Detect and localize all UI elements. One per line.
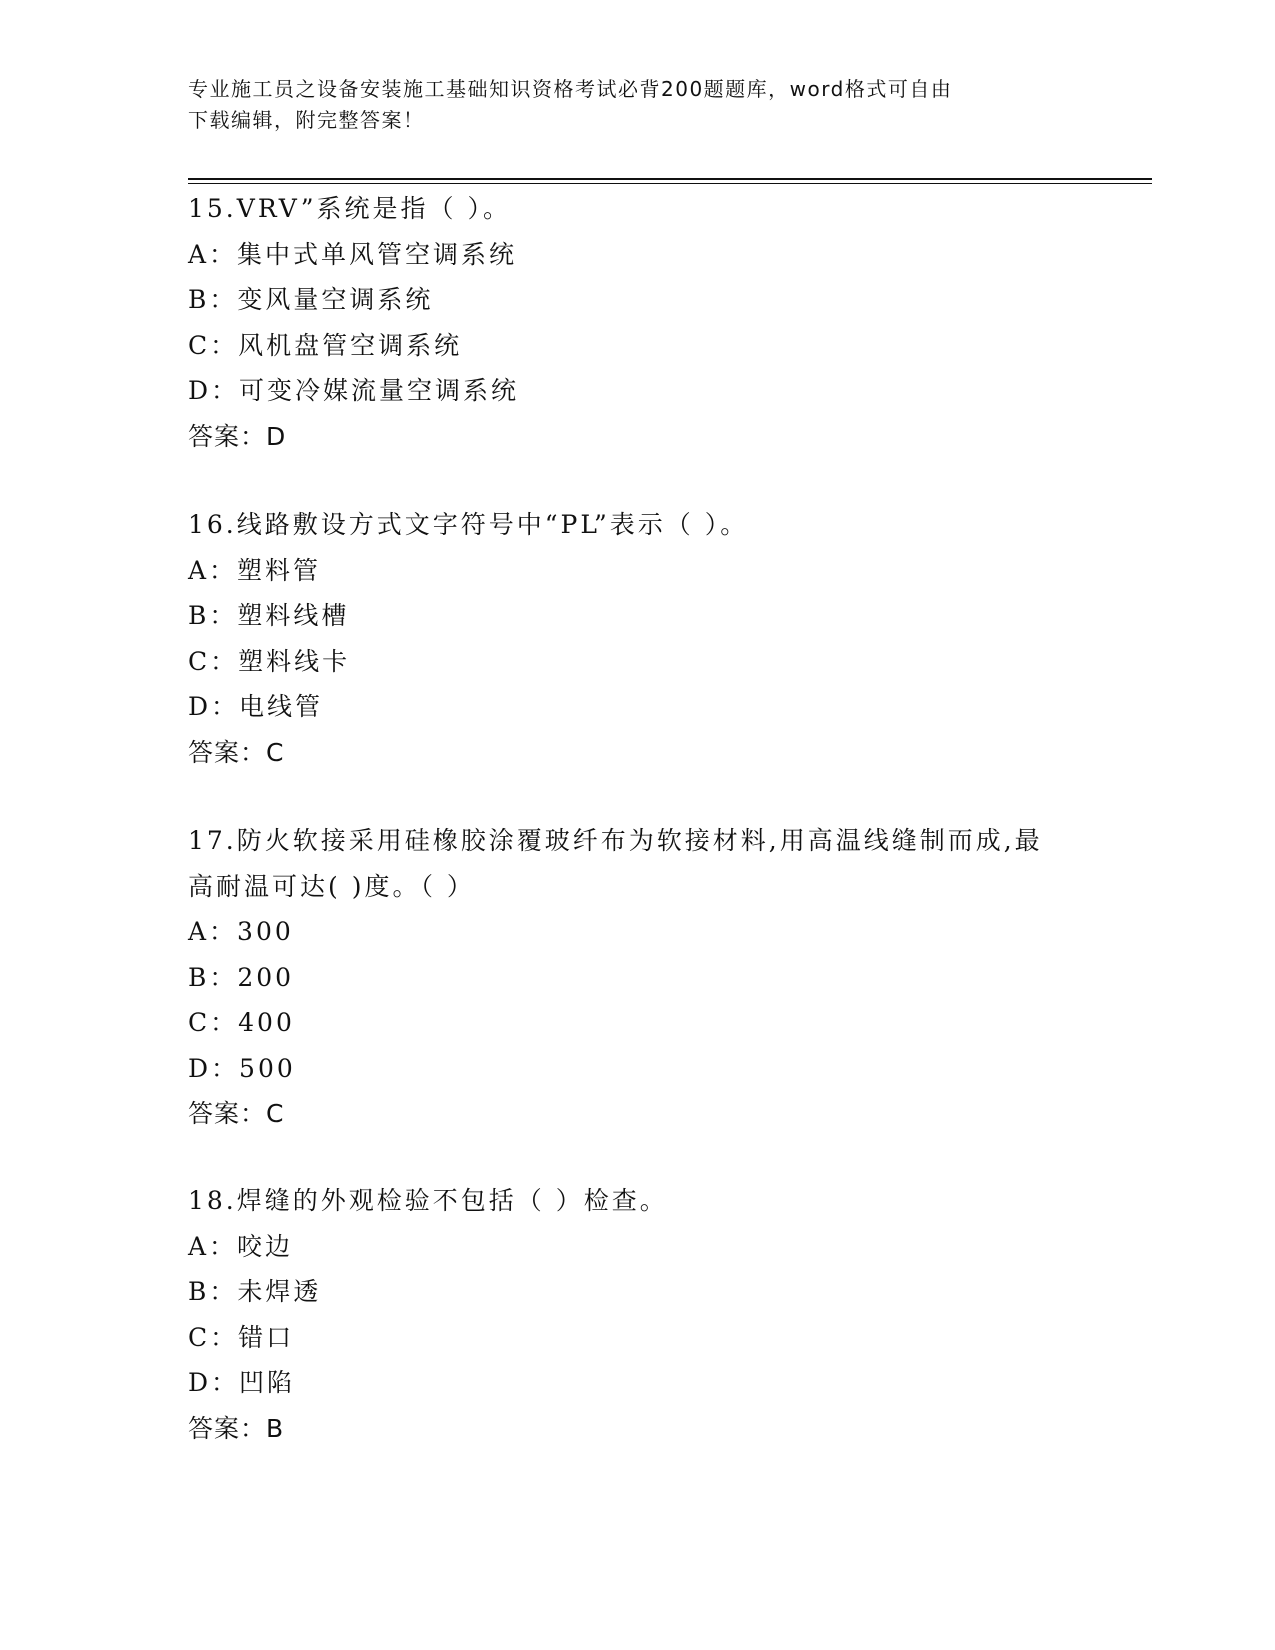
option-d: D：500 bbox=[188, 1053, 296, 1083]
option-b: B：200 bbox=[188, 962, 295, 992]
option-a: A：集中式单风管空调系统 bbox=[188, 239, 518, 269]
option-b: B：变风量空调系统 bbox=[188, 285, 434, 314]
question-15 bbox=[188, 186, 1088, 459]
answer-text: 答案：C bbox=[188, 1099, 285, 1128]
document-header bbox=[188, 74, 1068, 136]
option-c: C：风机盘管空调系统 bbox=[188, 330, 463, 360]
question-16 bbox=[188, 502, 1088, 775]
option-c: C：400 bbox=[188, 1008, 295, 1037]
question-17 bbox=[188, 818, 1088, 1137]
question-stem: 16.线路敷设方式文字符号中“PL”表示（ ）。 bbox=[188, 510, 749, 539]
answer-text: 答案：B bbox=[188, 1413, 285, 1443]
answer-text: 答案：D bbox=[188, 421, 287, 451]
option-b: B：塑料线槽 bbox=[188, 601, 350, 630]
header-line-2: 下载编辑，附完整答案！ bbox=[188, 108, 425, 132]
question-18 bbox=[188, 1178, 1088, 1451]
option-b: B：未焊透 bbox=[188, 1277, 322, 1306]
option-d: D：可变冷媒流量空调系统 bbox=[188, 376, 520, 405]
header-divider-thick bbox=[188, 178, 1152, 180]
option-a: A：咬边 bbox=[188, 1231, 294, 1261]
option-c: C：错口 bbox=[188, 1322, 295, 1352]
option-a: A：塑料管 bbox=[188, 555, 322, 585]
option-d: D：凹陷 bbox=[188, 1368, 296, 1397]
option-d: D：电线管 bbox=[188, 692, 324, 721]
question-stem: 18.焊缝的外观检验不包括（ ）检查。 bbox=[188, 1186, 668, 1215]
question-stem-line-1: 17.防火软接采用硅橡胶涂覆玻纤布为软接材料,用高温线缝制而成,最 bbox=[188, 826, 1043, 855]
question-stem-line-2: 高耐温可达( )度。（ ） bbox=[188, 871, 475, 901]
header-line-1: 专业施工员之设备安装施工基础知识资格考试必背200题题库，word格式可自由 bbox=[188, 77, 953, 101]
header-divider-thin bbox=[188, 183, 1152, 184]
question-stem: 15.VRV”系统是指（ ）。 bbox=[188, 194, 511, 223]
answer-text: 答案：C bbox=[188, 737, 285, 767]
option-c: C：塑料线卡 bbox=[188, 646, 351, 676]
option-a: A：300 bbox=[188, 917, 294, 946]
